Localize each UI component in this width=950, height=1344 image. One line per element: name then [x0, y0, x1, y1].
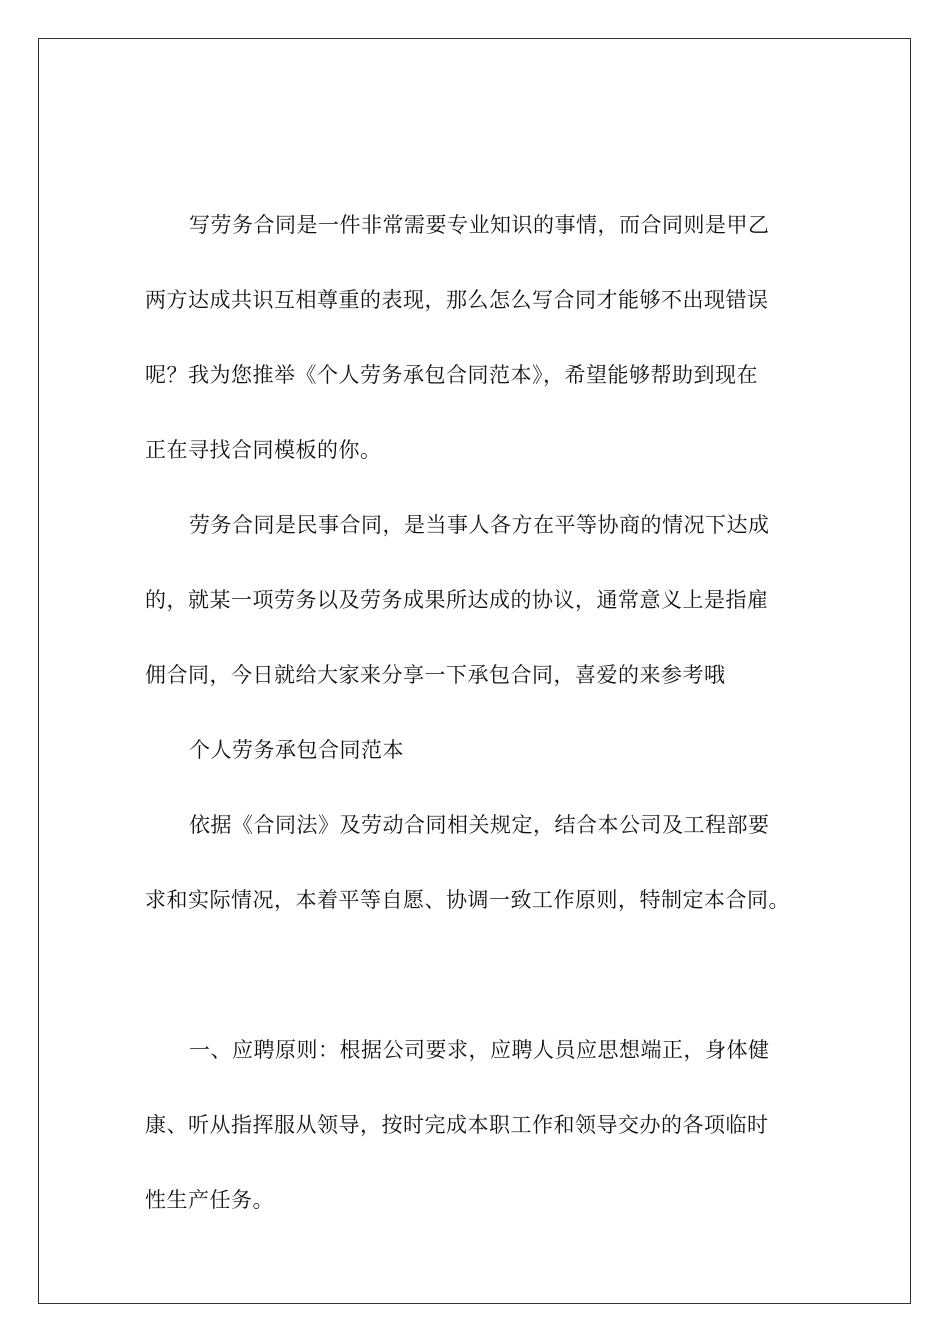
preamble-line-1: 依据《合同法》及劳动合同相关规定，结合本公司及工程部要 — [189, 813, 770, 837]
intro-paragraph-line-1: 写劳务合同是一件非常需要专业知识的事情，而合同则是甲乙 — [189, 213, 770, 237]
clause-1-line-3: 性生产任务。 — [145, 1188, 274, 1212]
clause-1-line-1: 一、应聘原则：根据公司要求，应聘人员应思想端正，身体健 — [189, 1038, 770, 1062]
preamble-line-2: 求和实际情况，本着平等自愿、协调一致工作原则，特制定本合同。 — [145, 888, 790, 912]
contract-title: 个人劳务承包合同范本 — [189, 738, 404, 762]
definition-paragraph-line-3: 佣合同，今日就给大家来分享一下承包合同，喜爱的来参考哦 — [145, 663, 726, 687]
intro-paragraph-line-4: 正在寻找合同模板的你。 — [145, 438, 382, 462]
clause-1-line-2: 康、听从指挥服从领导，按时完成本职工作和领导交办的各项临时 — [145, 1113, 769, 1137]
definition-paragraph-line-1: 劳务合同是民事合同，是当事人各方在平等协商的情况下达成 — [189, 513, 770, 537]
definition-paragraph-line-2: 的，就某一项劳务以及劳务成果所达成的协议，通常意义上是指雇 — [145, 588, 769, 612]
intro-paragraph-line-2: 两方达成共识互相尊重的表现，那么怎么写合同才能够不出现错误 — [145, 288, 769, 312]
intro-paragraph-line-3: 呢？我为您推举《个人劳务承包合同范本》，希望能够帮助到现在 — [145, 363, 758, 387]
